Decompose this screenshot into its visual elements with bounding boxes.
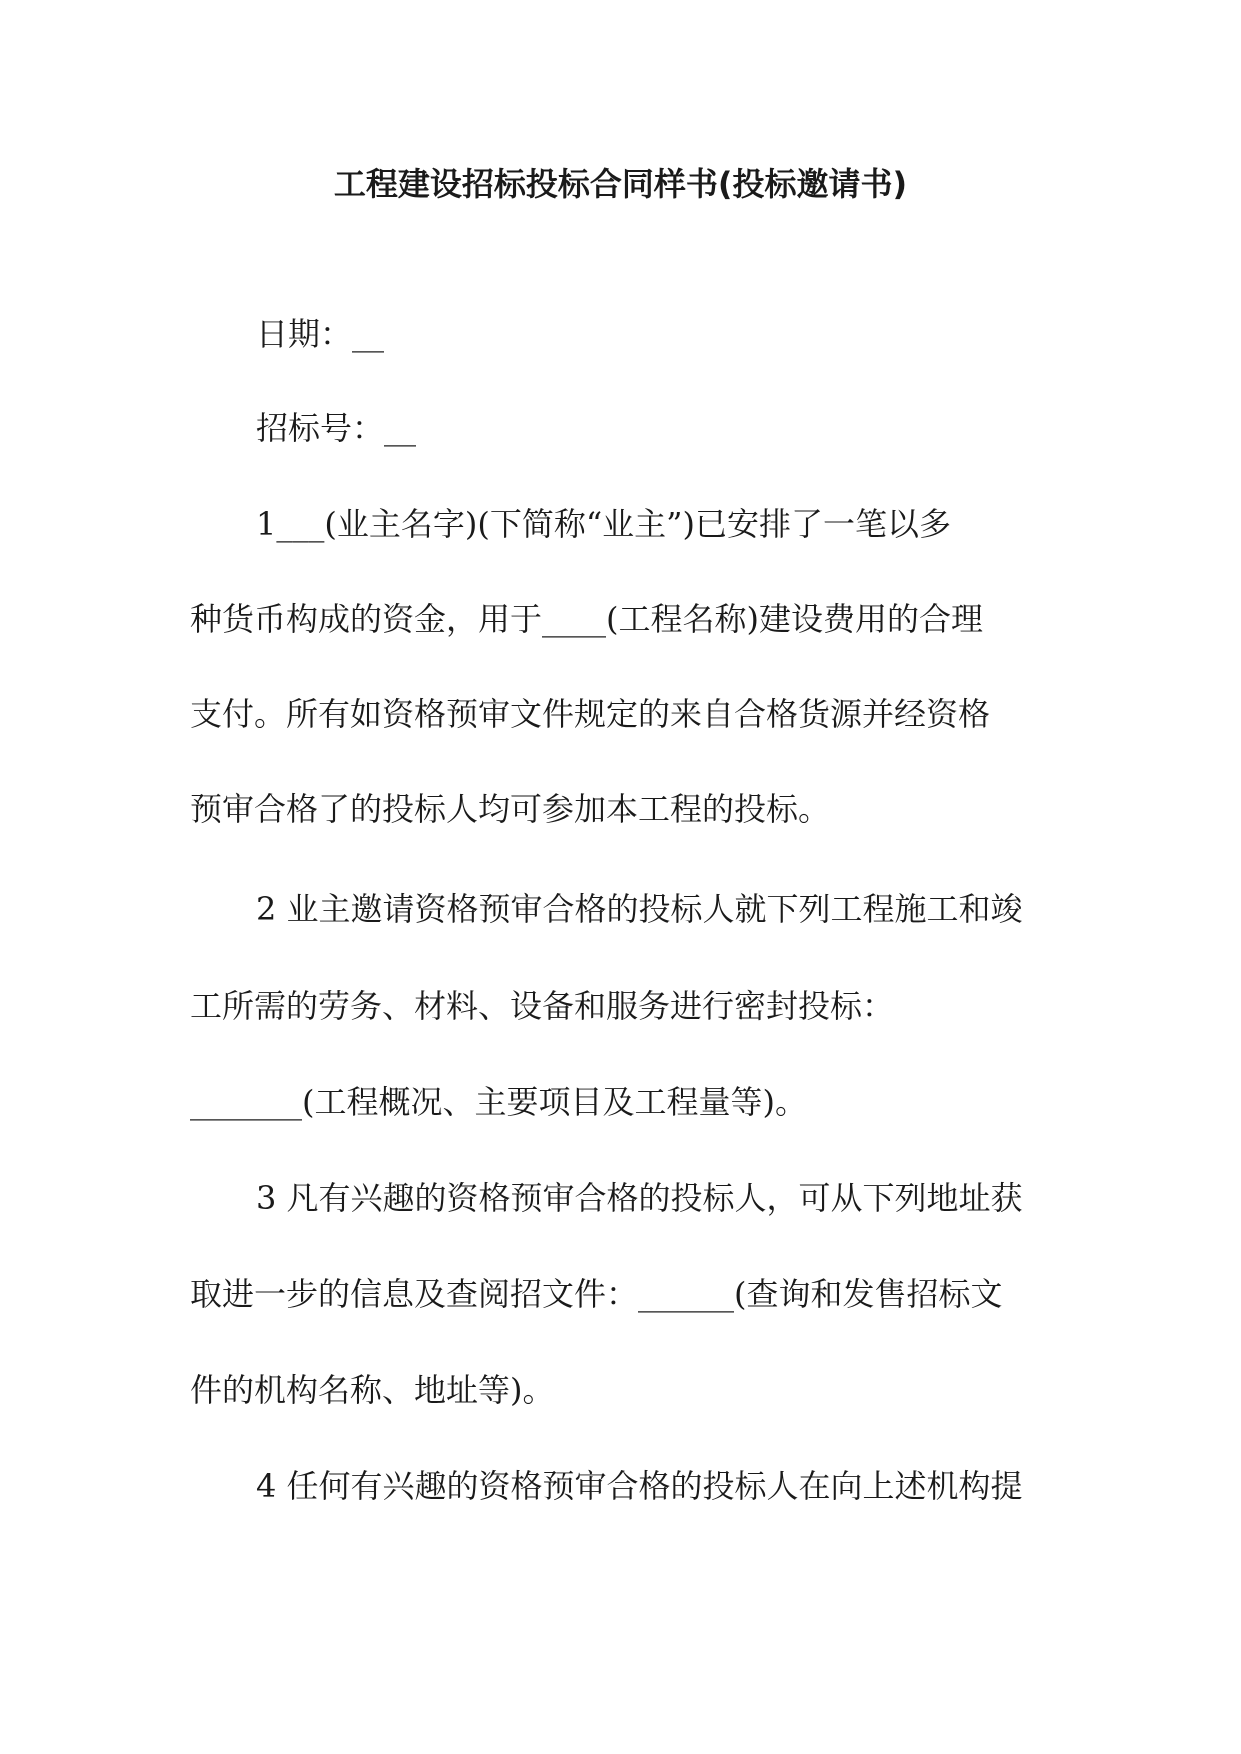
paragraph-1-line-2: 种货币构成的资金，用于____(工程名称)建设费用的合理 — [190, 600, 983, 638]
paragraph-1-line-4: 预审合格了的投标人均可参加本工程的投标。 — [190, 790, 831, 828]
paragraph-3-line-2: 取进一步的信息及查阅招文件：______(查询和发售招标文 — [190, 1275, 1003, 1313]
paragraph-2-line-2: 工所需的劳务、材料、设备和服务进行密封投标： — [190, 987, 895, 1025]
date-line: 日期：__ — [256, 315, 385, 353]
paragraph-4-line-1: 4 任何有兴趣的资格预审合格的投标人在向上述机构提 — [256, 1467, 1023, 1505]
tender-number-line: 招标号：__ — [256, 409, 417, 447]
paragraph-2-line-3: _______(工程概况、主要项目及工程量等)。 — [190, 1083, 807, 1121]
paragraph-3-line-1: 3 凡有兴趣的资格预审合格的投标人，可从下列地址获 — [256, 1179, 1023, 1217]
paragraph-3-line-3: 件的机构名称、地址等)。 — [190, 1371, 555, 1409]
paragraph-2-line-1: 2 业主邀请资格预审合格的投标人就下列工程施工和竣 — [256, 890, 1023, 928]
document-title: 工程建设招标投标合同样书(投标邀请书) — [333, 165, 908, 203]
paragraph-1-line-3: 支付。所有如资格预审文件规定的来自合格货源并经资格 — [190, 695, 991, 733]
paragraph-1-line-1: 1___(业主名字)(下简称“业主”)已安排了一笔以多 — [256, 505, 952, 543]
